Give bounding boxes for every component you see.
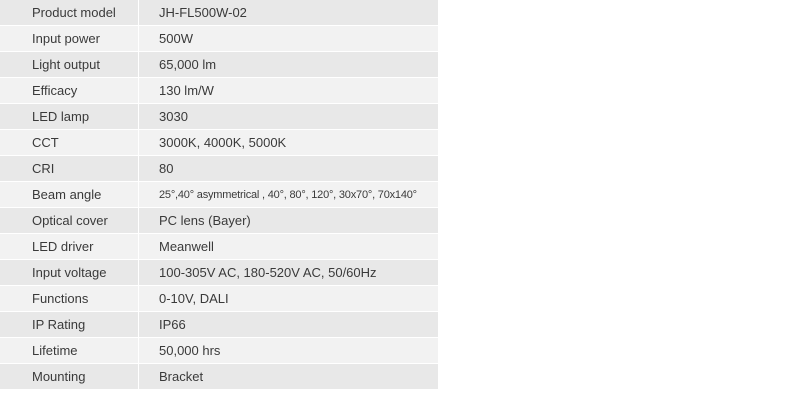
spec-label-beam-angle: Beam angle xyxy=(0,182,139,208)
table-row xyxy=(0,260,438,286)
spec-value-input-voltage: 100-305V AC, 180-520V AC, 50/60Hz xyxy=(139,260,438,286)
spec-label-lifetime: Lifetime xyxy=(0,338,139,364)
spec-value-ip-rating: IP66 xyxy=(139,312,438,338)
spec-label-input-voltage: Input voltage xyxy=(0,260,139,286)
table-row xyxy=(0,208,438,234)
spec-value-mounting: Bracket xyxy=(139,364,438,390)
table-row xyxy=(0,156,438,182)
table-row xyxy=(0,234,438,260)
spec-label-functions: Functions xyxy=(0,286,139,312)
spec-label-ip-rating: IP Rating xyxy=(0,312,139,338)
table-row xyxy=(0,26,438,52)
spec-value-cri: 80 xyxy=(139,156,438,182)
spec-label-product-model: Product model xyxy=(0,0,139,26)
spec-value-beam-angle: 25°,40° asymmetrical , 40°, 80°, 120°, 30x70°, 70x140° xyxy=(139,182,438,208)
spec-label-cct: CCT xyxy=(0,130,139,156)
spec-value-led-driver: Meanwell xyxy=(139,234,438,260)
spec-label-efficacy: Efficacy xyxy=(0,78,139,104)
spec-value-product-model: JH-FL500W-02 xyxy=(139,0,438,26)
table-row xyxy=(0,182,438,208)
spec-label-light-output: Light output xyxy=(0,52,139,78)
spec-label-led-lamp: LED lamp xyxy=(0,104,139,130)
table-row xyxy=(0,364,438,390)
spec-value-led-lamp: 3030 xyxy=(139,104,438,130)
table-row xyxy=(0,130,438,156)
spec-value-light-output: 65,000 lm xyxy=(139,52,438,78)
table-row xyxy=(0,286,438,312)
spec-value-cct: 3000K, 4000K, 5000K xyxy=(139,130,438,156)
table-row xyxy=(0,104,438,130)
spec-label-mounting: Mounting xyxy=(0,364,139,390)
table-row xyxy=(0,312,438,338)
spec-label-optical-cover: Optical cover xyxy=(0,208,139,234)
spec-value-lifetime: 50,000 hrs xyxy=(139,338,438,364)
table-row xyxy=(0,338,438,364)
table-row xyxy=(0,0,438,26)
spec-value-input-power: 500W xyxy=(139,26,438,52)
table-row xyxy=(0,52,438,78)
spec-label-led-driver: LED driver xyxy=(0,234,139,260)
table-row xyxy=(0,78,438,104)
spec-value-optical-cover: PC lens (Bayer) xyxy=(139,208,438,234)
spec-label-input-power: Input power xyxy=(0,26,139,52)
spec-value-efficacy: 130 lm/W xyxy=(139,78,438,104)
spec-value-functions: 0-10V, DALI xyxy=(139,286,438,312)
spec-label-cri: CRI xyxy=(0,156,139,182)
